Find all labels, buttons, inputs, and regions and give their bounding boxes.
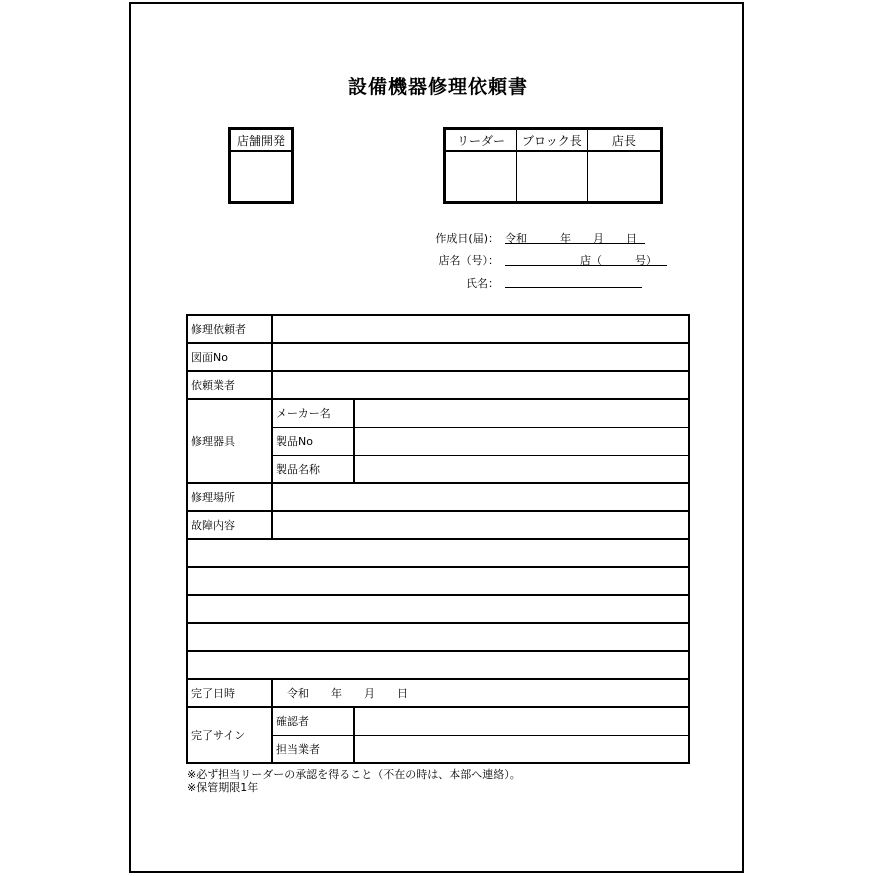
fault-detail-line[interactable] bbox=[187, 539, 689, 567]
date-label: 作成日(届)： bbox=[435, 232, 499, 245]
date-underline bbox=[505, 243, 645, 244]
product-name-field[interactable] bbox=[354, 455, 689, 483]
product-name-label: 製品名称 bbox=[272, 455, 354, 483]
completion-date-label: 完了日時 bbox=[187, 679, 272, 707]
requester-field[interactable] bbox=[272, 315, 689, 343]
maker-field[interactable] bbox=[354, 399, 689, 427]
stamp-label-leader: リーダー bbox=[446, 130, 517, 152]
completion-date-value: 令和 年 月 日 bbox=[287, 687, 408, 700]
store-underline bbox=[505, 265, 667, 266]
fault-label: 故障内容 bbox=[187, 511, 272, 539]
drawing-no-label: 図面No bbox=[187, 343, 272, 371]
name-underline[interactable] bbox=[505, 287, 642, 288]
stamp-box-store-development bbox=[228, 127, 294, 204]
maker-label: メーカー名 bbox=[272, 399, 354, 427]
completion-date-field[interactable] bbox=[272, 679, 689, 707]
equipment-label: 修理器具 bbox=[187, 399, 272, 483]
page-title: 設備機器修理依頼書 bbox=[347, 76, 528, 98]
location-label: 修理場所 bbox=[187, 483, 272, 511]
name-label: 氏名： bbox=[466, 277, 499, 290]
assigned-contractor-label: 担当業者 bbox=[272, 735, 354, 763]
assigned-contractor-field[interactable] bbox=[354, 735, 689, 763]
fault-detail-line[interactable] bbox=[187, 623, 689, 651]
note-retention: ※保管期限1年 bbox=[187, 781, 259, 794]
stamp-box-approvals bbox=[443, 127, 663, 204]
completion-sign-label: 完了サイン bbox=[187, 707, 272, 763]
stamp-label-block-manager: ブロック長 bbox=[516, 130, 587, 152]
fault-field[interactable] bbox=[272, 511, 689, 539]
store-value[interactable]: 店（ 号） bbox=[580, 254, 657, 267]
product-no-label: 製品No bbox=[272, 427, 354, 455]
stamp-label-store-development: 店舗開発 bbox=[231, 130, 292, 152]
fault-detail-line[interactable] bbox=[187, 595, 689, 623]
confirmer-field[interactable] bbox=[354, 707, 689, 735]
stamp-area[interactable] bbox=[231, 151, 292, 202]
requester-label: 修理依頼者 bbox=[187, 315, 272, 343]
fault-detail-line[interactable] bbox=[187, 651, 689, 679]
stamp-label-store-manager: 店長 bbox=[587, 130, 660, 152]
stamp-area-store-manager[interactable] bbox=[587, 151, 660, 202]
date-value[interactable]: 令和 年 月 日 bbox=[505, 232, 637, 245]
store-row bbox=[404, 252, 674, 266]
confirmer-label: 確認者 bbox=[272, 707, 354, 735]
contractor-label: 依頼業者 bbox=[187, 371, 272, 399]
store-label: 店名（号）： bbox=[438, 254, 499, 267]
product-no-field[interactable] bbox=[354, 427, 689, 455]
note-approval: ※必ず担当リーダーの承認を得ること（不在の時は、本部へ連絡）。 bbox=[187, 768, 521, 781]
stamp-area-leader[interactable] bbox=[446, 151, 517, 202]
date-row bbox=[404, 230, 674, 244]
contractor-field[interactable] bbox=[272, 371, 689, 399]
stamp-area-block-manager[interactable] bbox=[516, 151, 587, 202]
repair-form-table bbox=[186, 314, 690, 764]
fault-detail-line[interactable] bbox=[187, 567, 689, 595]
location-field[interactable] bbox=[272, 483, 689, 511]
notes bbox=[187, 768, 521, 794]
drawing-no-field[interactable] bbox=[272, 343, 689, 371]
